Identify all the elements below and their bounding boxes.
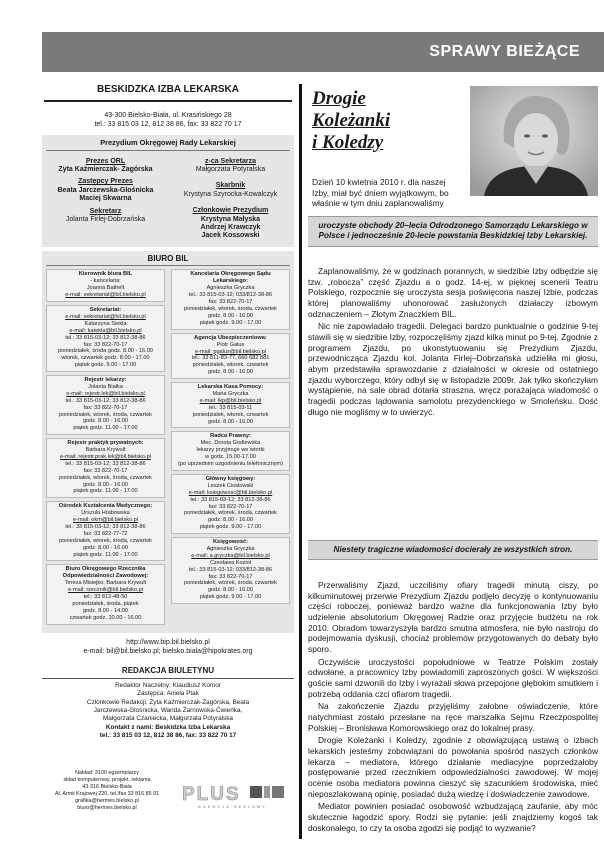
office-card-title: Ośrodek Kształcenia Medycznego: (58, 503, 153, 510)
article-title (312, 88, 472, 154)
office-card-line: tel.: 33 815-03-12; 33 812-38-86 (65, 334, 146, 341)
office-card-line: fax: 33 822-70-17 (83, 341, 128, 348)
office-card-line: fax: 33 822-70-17 (208, 573, 253, 580)
article-paragraph: Przerwaliśmy Zjazd, uczciliśmy ofiary tragedii minutą ciszy, po kilkuminutowej przerwie Prezydium Zjazdu podjęło decyzję o kontynuowaniu części roboczej, ponieważ bardzo ważne dla funkcjonowania Izby było udzielenie absolutorium Okręgowej Radzie oraz przyjęcie budżetu na rok 2010. Obradom towarzyszyła bardzo smutna atmosfera, nie było nastroju do podejmowania dyskusji, chociaż problemów przygotowanych do debaty było sporo. (308, 580, 598, 655)
office-card-line: tel.: 33 815-03-11 (208, 404, 253, 411)
highlight-box-tragedy: Niestety tragiczne wiadomości docierały ze wszystkich stron. (308, 540, 598, 560)
office-card-line: tel.: 33 811-83-77, 660 682 881 (191, 355, 270, 362)
office-card-line: - kancelaria: (90, 278, 121, 285)
logo-text: PLUS (182, 784, 241, 805)
person-name: Jolanta Firlej-Dobrzańska (65, 216, 146, 223)
role-label: Zastępcy Prezes (78, 178, 133, 186)
column-divider (299, 84, 302, 839)
biuro-left-col (46, 269, 165, 627)
office-card-title: Lekarska Kasa Pomocy: (197, 384, 264, 390)
office-card-line: tel.: 33 812-48-50 (83, 594, 128, 601)
office-card (171, 537, 290, 604)
office-card-line: Joanna Bathelt (86, 285, 125, 292)
role-label: z-ca Sekretarza (205, 157, 256, 165)
editorial-line: Małgorzata Czaniecka, Małgorzata Potyralska (102, 715, 233, 723)
office-card-line: Agnieszka Gryczka (206, 285, 255, 292)
office-card-line: piątek godz. 9.00 - 17.00 (74, 362, 137, 369)
office-card-line: tel.: 33 815-03-12; 033/812-38-86 (188, 292, 273, 299)
role-label: Skarbnik (215, 182, 246, 190)
office-card-line: godz. 8.00 - 16.00 (82, 418, 129, 425)
office-card-line: godz. 8.00 - 16.00 (207, 587, 254, 594)
office-card-line: poniedziałek, wtorek, czwartek (192, 362, 269, 369)
office-card-title: Rejestr lekarzy: (84, 377, 127, 383)
biuro-box (42, 251, 294, 633)
presidium-right-col (171, 154, 290, 241)
imprint-line: biuro@hermes.bielsko.pl (77, 804, 137, 811)
office-card-title: Sekretariat: (89, 307, 122, 313)
office-card-line: piątek godz. 9.00 - 17.00 (199, 319, 262, 326)
office-card-line: godz. 8.00 - 16.00 (207, 418, 254, 425)
office-card-title: Kancelaria Okręgowego Sądu Lekarskiego: (190, 271, 271, 285)
office-card-line: fax: 33 822-70-17 (83, 404, 128, 411)
article-paragraph: Oczywiście uroczystości popołudniowe w Teatrze Polskim zostały odwołane, a pracownicy Izby powiadomili zaproszonych gości. W większości goście sami dzwonili do Izby i wyrażali słowa przepojone głębokim smutkiem i potrzebą oddania czci ofiarom tragedii. (308, 656, 598, 699)
office-card-line: tel.: 33 815-03-12; 33 812-38-86 (65, 460, 146, 467)
article-body-part2 (308, 580, 598, 835)
presidium-title: Prezydium Okręgowej Rady Lekarskiej (46, 139, 290, 151)
plus-agency-logo (178, 780, 290, 810)
office-card-title: Radca Prawny: (210, 433, 251, 440)
office-card-line: piątek godz. 9.00 - 17.00 (199, 594, 262, 601)
office-card-title: Główny księgowy: (205, 475, 256, 482)
role-label: Sekretarz (89, 207, 122, 215)
section-title: SPRAWY BIEŻĄCE (429, 43, 580, 60)
office-card-line: lekarzy przyjmuje we wtorki (196, 447, 265, 454)
person-name: Zyta Kaźmierczak- Zagórska (58, 166, 153, 174)
article-title-line: Drogie (312, 88, 366, 109)
office-card-line: poniedziałek, wtorek, czwartek (192, 411, 269, 418)
office-card (46, 501, 165, 561)
org-phone: tel.: 33 815 03 12, 812 38 86, fax: 33 822 70 17 (94, 121, 242, 129)
office-email: e-mail: lkp@bil.bielsko.pl (199, 397, 262, 404)
office-card-line: piątek godz. 11.00 - 17.00 (73, 488, 138, 495)
office-card-line: Czesława Kozioł (209, 559, 252, 566)
editorial-line: Członkowie Redakcji: Zyta Kaźmierczak-Zagórska, Beata (86, 698, 250, 706)
role-label: Członkowie Prezydium (192, 207, 269, 215)
office-card-line: tel.: 33 815-03-12; 33 812-38-86 (65, 524, 146, 530)
office-card-line: Barbara Krywult (85, 447, 126, 454)
editorial-line: tel.: 33 815 03 12, 812 38 86, fax: 33 822 70 17 (99, 731, 237, 739)
logo-subtext: AGENCJA REKLAMY (198, 804, 267, 809)
author-photo (470, 86, 598, 196)
role-label: Prezes ORL (85, 157, 126, 165)
left-column (42, 80, 294, 840)
article-paragraph: Mediator powinien posiadać osobowość wzbudzającą zaufanie, aby móc skutecznie łagodzić spory. Rodzi się pytanie: jeśli znajdziemy kogoś tak doskonałego, to czy ta osoba zgodzi się podjąć to wyzwanie? (308, 801, 598, 833)
editorial-line: Zastępca: Aniela Ptak (137, 690, 199, 698)
office-card-line: Teresa Misiejko, Barbara Krywult (64, 580, 147, 587)
office-card (171, 474, 290, 534)
article-intro: Dzień 10 kwietnia 2010 r. dla naszej Izby, miał być dniem wyjątkowym, bo właśnie w tym dniu zaplanowaliśmy (312, 177, 449, 209)
office-card-line: piątek godz. 11.00 - 17.00 (73, 425, 138, 432)
imprint (42, 770, 172, 811)
article-paragraph: Drogie Koleżanki i Koledzy, zgodnie z obowiązującą ustawą o izbach lekarskich jesteśmy zobowiązani do powołania spośród naszych członków lekarza – mediatora, którego działanie mediacyjne poprzedzałoby postępowanie przed rzecznikiem odpowiedzialności zawodowej. W mojej ocenie osoba mediatora powinna cieszyć się szacunkiem środowiska, mieć nieposzlakowaną opinię, posiadać dużą wiedzę i doświadczenie zawodowe. (308, 735, 598, 799)
biuro-right-col (171, 269, 290, 627)
office-card-line: Jolanta Białka (88, 384, 123, 390)
office-email: e-mail: okm@bil.bielsko.pl (72, 517, 139, 524)
org-address: 43-300 Bielsko-Biała, ul. Krasińskiego 28 (104, 112, 232, 119)
office-card-line: tel.: 33 815-03-12; 33 812-38-86 (190, 496, 271, 503)
office-card (171, 333, 290, 379)
office-card-line: fax: 33 822-70-17 (208, 299, 253, 306)
office-card-title: Rejestr praktyk prywatnych: (67, 440, 144, 447)
office-card-line: Leszek Ciosłowski (207, 482, 254, 489)
office-email: e-mail: katekla@bil.bielsko.pl (69, 327, 142, 334)
website-link[interactable]: http://www.bip.bil.bielsko.pl (126, 638, 210, 646)
office-card-line: godz. 8.00 - 16.00 (82, 481, 129, 488)
office-card-line: tel.: 33 815-03-12; 33 812-38-86 (65, 397, 146, 404)
office-card (171, 382, 290, 428)
office-email: e-mail: sekretariat@bil.bielsko.pl (65, 292, 146, 299)
office-card (46, 375, 165, 435)
editorial-line: Kontakt z nami: Beskidzka Izba Lekarska (105, 723, 231, 731)
editorial-info (42, 682, 294, 740)
imprint-line: Al. Armii Krajowej 220, tel./fax 33 816 85 91 (54, 790, 160, 797)
person-name: Beata Jarczewska-Glośnicka (57, 186, 154, 194)
org-name: BESKIDZKA IZBA LEKARSKA (96, 84, 240, 95)
presidium-left-col (46, 154, 165, 241)
imprint-line: 43-316 Bielsko-Biała (82, 783, 132, 790)
office-card-line: Katarzyna Siekla (84, 320, 127, 327)
office-card-line: poniedziałek, wtorek, środa, czwartek (184, 510, 277, 517)
highlight-box-celebration: uroczyste obchody 20–lecia Odrodzonego Samorządu Lekarskiego w Polsce i jednocześnie 20-lecie powstania Beskidzkiej Izby Lekarskiej. (308, 216, 598, 247)
office-card-line: poniedziałek, wtorek, środa, czwartek (59, 411, 152, 418)
office-card-line: Maria Gryczka (212, 391, 249, 397)
office-email: e-mail: rzecznik@bil.bielsko.pl (67, 587, 143, 594)
office-card-line: wtorek, czwartek godz. 8.00 - 17.00 (61, 355, 150, 362)
office-card-title: Agencja Ubezpieczeniowa: (194, 334, 267, 341)
imprint-line: Nakład: 3100 egzemplarzy (75, 770, 139, 776)
person-name: Krystyna Szyrocka-Kowalczyk (183, 190, 278, 198)
editorial-title: REDAKCJA BIULETYNU (42, 666, 294, 679)
office-card (46, 438, 165, 498)
article-paragraph: Nic nie zapowiadało tragedii. Delegaci bardzo punktualnie o godzinie 9-tej stawili się w siedzibie Izby, rozpoczęliśmy zjazd kilka minut po 9-tej. Zgodnie z programem Zjazdu, po ukonstytuowaniu się Prezydium Zjazdu, przewodnicząca Zjazdu kol. Jolanta Firlej–Dobrzańska udzieliła mi głosu, abym przedstawiła sprawozdanie z działalności w okresie od ostatniego zjazdu wyborczego, który odbył się w listopadzie 2009r. Jak tylko skończyłam wystąpienie, na sale obrad dotarła straszna, wręcz porażająca wiadomość o tragedii podczas lądowania samolotu prezydenckiego w Smoleńsku. Dość długo nie mogliśmy w to uwierzyć. (308, 321, 598, 417)
office-card-line: tel.: 33 815-03-12; 033/812-38-86 (188, 566, 273, 573)
article-title-line: i Koledzy (312, 131, 384, 153)
office-card-line: godz. 8.00 - 16.00 (82, 544, 129, 551)
office-card-title: Księgowość: (212, 539, 249, 545)
office-email: e-mail: ksiegowosc@bil.bielsko.pl (188, 489, 273, 496)
office-card (171, 269, 290, 329)
office-card-line: poniedziałek, środa, piątek (72, 601, 139, 607)
imprint-line: grafika@hermes.bielsko.pl (75, 797, 139, 804)
article-paragraph: Na zakończenie Zjazdu przyjęliśmy załobne oświadczenie, które natychmiast zostało przesłane na ręce marszałka Sejmu Rzeczpospolitej Polskiej – Bronisława Komorowskiego oraz do lokalnej prasy. (308, 701, 598, 733)
office-card-line: piątek godz. 9.00 - 17.00 (199, 524, 262, 531)
office-card-line: fax: 33 822-70-17 (83, 467, 128, 474)
office-card-title: Kierownik biura BIL (78, 271, 133, 278)
office-card-line: (po uprzednim uzgodnieniu telefonicznym) (177, 461, 284, 467)
office-card-line: fax: 33 822-77-72 (83, 530, 128, 537)
office-card-line: godz. 8.00 - 16.00 (207, 517, 254, 524)
divider (44, 100, 292, 102)
office-card-line: Mec. Dorota Godlewska (200, 440, 261, 447)
office-card-line: piątek godz. 11.00 - 17.00 (73, 551, 138, 558)
office-email: e-mail: rejestr.lek@bil.bielsko.pl (66, 390, 145, 397)
office-card-line: poniedziałek, wtorek, środa, czwartek (59, 474, 152, 481)
office-card-title: Biuro Okręgowego Rzecznika Odpowiedzialności Zawodowej: (62, 566, 149, 580)
office-card-line: godz. 8.00 - 16.00 (207, 369, 254, 376)
office-card-line: godz. 8.00 - 14.00 (82, 607, 129, 614)
person-name: Maciej Skwarna (79, 195, 132, 203)
article-title-line: Koleżanki (312, 109, 391, 131)
editorial-line: Redaktor Naczelny: Klaudiusz Komor (115, 682, 221, 689)
office-card (46, 564, 165, 624)
office-card-line: poniedziałek, wtorek, środa, czwartek (184, 306, 277, 312)
person-name: Andrzej Krawczyk (200, 224, 261, 231)
office-card-line: Piotr Galus (216, 341, 245, 348)
article-body-part1 (308, 266, 598, 419)
office-card-line: godz. 8.00 - 16.00 (207, 312, 254, 319)
biuro-title: BIURO BIL (46, 254, 290, 267)
office-card-line: poniedziałek, wtorek, środa, czwartek (184, 580, 277, 587)
office-card (46, 305, 165, 372)
office-card (46, 269, 165, 302)
office-card-line: fax: 33 822-70-17 (208, 503, 253, 510)
presidium-box (42, 135, 294, 247)
office-email: e-mail: rejestr.prak.lek@bil.bielsko.pl (60, 454, 151, 460)
office-email: e-mail: a.gryczka@bil.bielsko.pl (191, 552, 270, 559)
person-name: Jacek Kossowski (201, 232, 260, 240)
person-name: Małgorzata Potyralska (195, 166, 266, 174)
office-card-line: poniedziałek, wtorek, środa, czwartek (59, 537, 152, 544)
person-name: Krystyna Małyska (200, 215, 261, 223)
article (308, 84, 598, 844)
section-banner (42, 32, 604, 72)
editorial-line: Jarczewska-Glośnicka, Wanda Żarnowska-Ćwierlka, (93, 706, 243, 714)
imprint-line: skład komputerowy, projekt, reklama (63, 776, 151, 783)
office-card-line: w godz. 15.00-17.00 (205, 454, 256, 461)
office-email: e-mail: pgalus@bil.bielsko.pl (195, 348, 266, 355)
office-card-line: poniedziałek, środa godz. 8.00 - 16.00 (58, 348, 153, 355)
office-card-line: Agnieszka Gryczka (206, 546, 255, 552)
contact-email[interactable]: e-mail: bil@bil.bielsko.pl; bielsko.biala@hipokrates.org (83, 648, 253, 656)
office-card-line: Urszula Hrabowska (81, 510, 130, 517)
office-email: e-mail: sekretariat@bil.bielsko.pl (65, 314, 146, 320)
office-card-line: czwartek godz. 10.00 - 16.00 (69, 614, 142, 621)
office-card (171, 431, 290, 471)
article-paragraph: Zaplanowaliśmy, że w godzinach porannych, w siedzibie Izby odbędzie się tzw. „robocza” część Zjazdu a o godz. 14-ej, w pięknej scenerii Teatru Polskiego, rozpocznie się uroczysta sesja poświęcona naszej Izbie, podczas której planowaliśmy uhonorować zasłużonych działaczy izbowym odznaczeniem – Złotym Znaczkiem BIL. (308, 266, 598, 319)
